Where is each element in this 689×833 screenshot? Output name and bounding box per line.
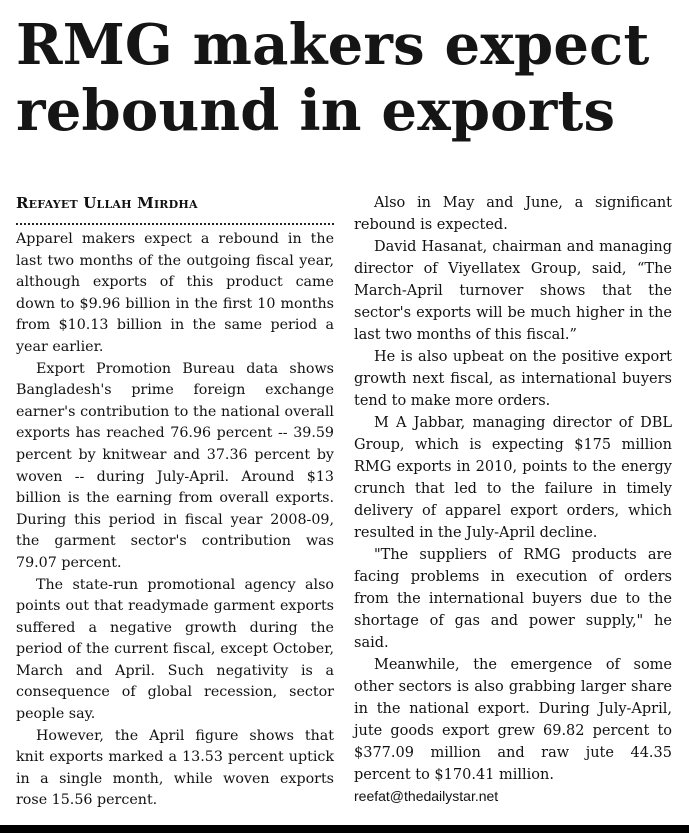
paragraph: Also in May and June, a significant rebound is expected. xyxy=(354,195,672,233)
paragraph: He is also upbeat on the positive export growth next fiscal, as international buyers tend to make more orders. xyxy=(354,349,672,409)
author-email[interactable]: reefat@thedailystar.net xyxy=(354,788,499,804)
paragraph: M A Jabbar, managing director of DBL Group, which is expecting $175 million RMG exports in 2010, points to the energy crunch that led to the failure in timely delivery of apparel export orders, which resulted in the July-April decline. xyxy=(354,415,672,541)
article-column-left xyxy=(16,192,334,812)
paragraph: Apparel makers expect a rebound in the last two months of the outgoing fiscal year, although exports of this product came down to $9.96 billion in the first 10 months from $10.13 billion in the same period a year earlier. xyxy=(16,231,334,355)
paragraph: The state-run promotional agency also points out that readymade garment exports suffered a negative growth during the period of the current fiscal, except October, March and April. Such negativity is a consequence of global recession, sector people say. xyxy=(16,576,334,723)
paragraph: Meanwhile, the emergence of some other sectors is also grabbing larger share in the national export. During July-April, jute goods export grew 69.82 percent to $377.09 million and raw jute 44.35 percent to $170.41 million. xyxy=(354,657,672,783)
byline: Refayet Ullah Mirdha xyxy=(16,194,198,212)
paragraph: "The suppliers of RMG products are facing problems in execution of orders from the international buyers due to the shortage of gas and power supply," he said. xyxy=(354,547,672,651)
paragraph: However, the April figure shows that knit exports marked a 13.53 percent uptick in a single month, while woven exports rose 15.56 percent. xyxy=(16,727,334,809)
headline: RMG makers expect rebound in exports xyxy=(16,12,650,144)
page-bottom-rule xyxy=(0,825,689,833)
paragraph: Export Promotion Bureau data shows Bangladesh's prime foreign exchange earner's contribution to the national overall exports has reached 76.96 percent -- 39.59 percent by knitwear and 37.36 percent by woven -- during July-April. Around $13 billion is the earning from overall exports. During this period in fiscal year 2008-09, the garment sector's contribution was 79.07 percent. xyxy=(16,360,334,571)
byline-divider xyxy=(16,223,334,225)
paragraph: David Hasanat, chairman and managing director of Viyellatex Group, said, “The March-April turnover shows that the sector's exports will be much higher in the last two months of this fiscal.” xyxy=(354,239,672,343)
article-column-right xyxy=(354,192,672,806)
